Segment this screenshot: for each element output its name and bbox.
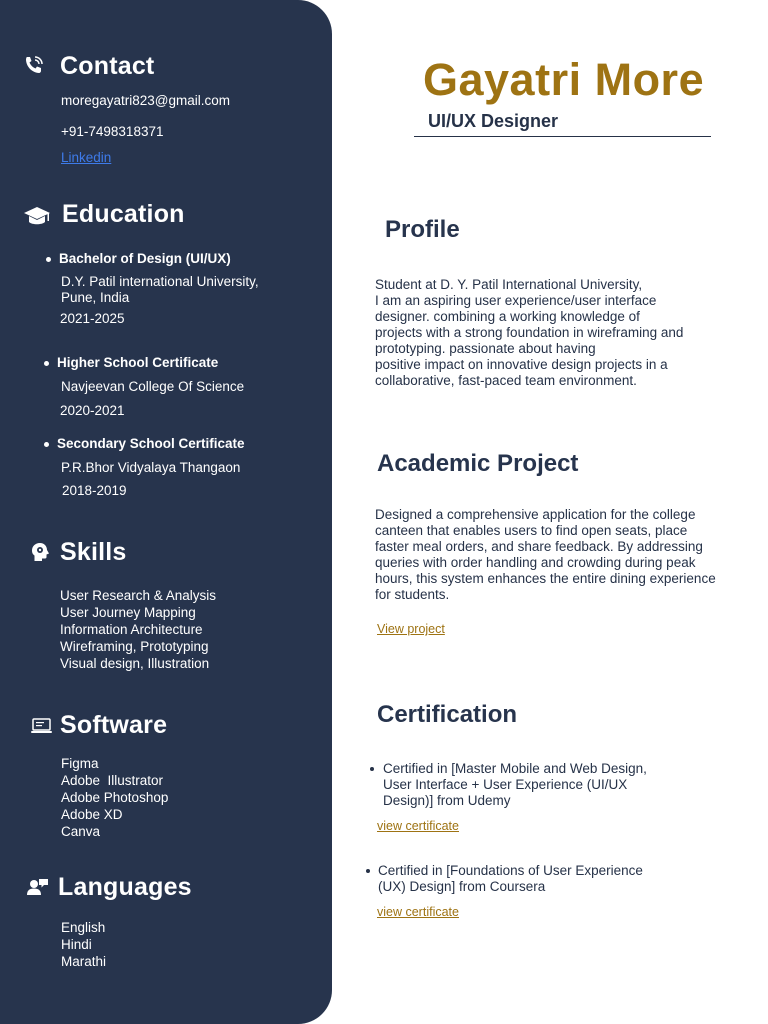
profile-line: designer. combining a working knowledge of: [375, 309, 640, 324]
view-certificate-link-2[interactable]: view certificate: [377, 905, 459, 919]
education-institution-3: P.R.Bhor Vidyalaya Thangaon: [61, 460, 241, 475]
project-line: hours, this system enhances the entire dining experience: [375, 571, 716, 586]
sidebar: [0, 0, 332, 1024]
language-item: Marathi: [61, 954, 107, 969]
project-line: canteen that enables users to find open seats, place: [375, 523, 688, 538]
phone-icon: [24, 55, 44, 75]
profile-line: prototyping. passionate about having: [375, 341, 596, 356]
skill-item: User Journey Mapping: [60, 605, 196, 620]
software-list: [61, 755, 168, 840]
education-title: Education: [62, 200, 185, 228]
contact-email[interactable]: moregayatri823@gmail.com: [61, 93, 231, 108]
profile-line: positive impact on innovative design projects in a: [375, 357, 668, 372]
software-item: Canva: [61, 824, 101, 839]
skill-item: Visual design, Illustration: [60, 656, 210, 671]
academic-project-title: Academic Project: [377, 450, 579, 477]
certification-line: User Interface + User Experience (UI/UX: [383, 777, 628, 792]
candidate-name: Gayatri More: [423, 54, 705, 105]
header-divider: [414, 136, 711, 137]
education-years-2: 2020-2021: [60, 403, 125, 418]
project-line: queries with order handling and crowding during peak: [375, 555, 696, 570]
education-degree-3: Secondary School Certificate: [57, 436, 245, 451]
contact-phone[interactable]: +91-7498318371: [61, 124, 164, 139]
profile-text: [375, 277, 760, 389]
skills-list: [60, 587, 216, 672]
certification-line: Certified in [Master Mobile and Web Design,: [383, 761, 647, 776]
profile-line: projects with a strong foundation in wireframing and: [375, 325, 684, 340]
view-project-link[interactable]: View project: [377, 622, 445, 636]
software-item: Adobe Illustrator: [61, 773, 164, 788]
view-certificate-link-1[interactable]: view certificate: [377, 819, 459, 833]
education-bullet: [46, 257, 51, 262]
certification-bullet: [366, 869, 370, 873]
profile-line: I am an aspiring user experience/user interface: [375, 293, 657, 308]
certification-bullet: [370, 767, 374, 771]
education-bullet: [44, 361, 49, 366]
linkedin-link[interactable]: Linkedin: [61, 150, 112, 165]
education-institution-1a: D.Y. Patil international University,: [61, 274, 259, 289]
head-gear-icon: [31, 542, 51, 562]
software-item: Figma: [61, 756, 99, 771]
project-line: faster meal orders, and share feedback. By addressing: [375, 539, 703, 554]
languages-title: Languages: [58, 873, 192, 901]
graduation-cap-icon: [23, 205, 51, 227]
skills-title: Skills: [60, 538, 127, 566]
education-degree-2: Higher School Certificate: [57, 355, 219, 370]
academic-project-text: [375, 507, 765, 603]
education-institution-2: Navjeevan College Of Science: [61, 379, 245, 394]
project-line: Designed a comprehensive application for the college: [375, 507, 696, 522]
contact-title: Contact: [60, 52, 155, 80]
certification-line: (UX) Design] from Coursera: [378, 879, 546, 894]
languages-list: [61, 919, 106, 970]
education-institution-1b: Pune, India: [61, 290, 130, 305]
laptop-icon: [31, 718, 52, 734]
education-years-3: 2018-2019: [62, 483, 127, 498]
software-title: Software: [60, 711, 168, 739]
language-item: English: [61, 920, 106, 935]
skill-item: Wireframing, Prototyping: [60, 639, 209, 654]
skill-item: User Research & Analysis: [60, 588, 217, 603]
certification-line: Design)] from Udemy: [383, 793, 511, 808]
skill-item: Information Architecture: [60, 622, 203, 637]
profile-line: Student at D. Y. Patil International University,: [375, 277, 643, 292]
certification-item-2: [378, 863, 748, 895]
people-speech-icon: [27, 878, 49, 896]
certification-item-1: [383, 761, 753, 809]
certification-title: Certification: [377, 701, 518, 728]
software-item: Adobe Photoshop: [61, 790, 169, 805]
software-item: Adobe XD: [61, 807, 123, 822]
certification-line: Certified in [Foundations of User Experience: [378, 863, 643, 878]
education-years-1: 2021-2025: [60, 311, 125, 326]
profile-line: collaborative, fast-paced team environment.: [375, 373, 637, 388]
education-degree-1: Bachelor of Design (UI/UX): [59, 251, 231, 266]
candidate-role: UI/UX Designer: [428, 111, 559, 131]
profile-title: Profile: [385, 216, 460, 243]
education-bullet: [44, 442, 49, 447]
language-item: Hindi: [61, 937, 92, 952]
project-line: for students.: [375, 587, 450, 602]
